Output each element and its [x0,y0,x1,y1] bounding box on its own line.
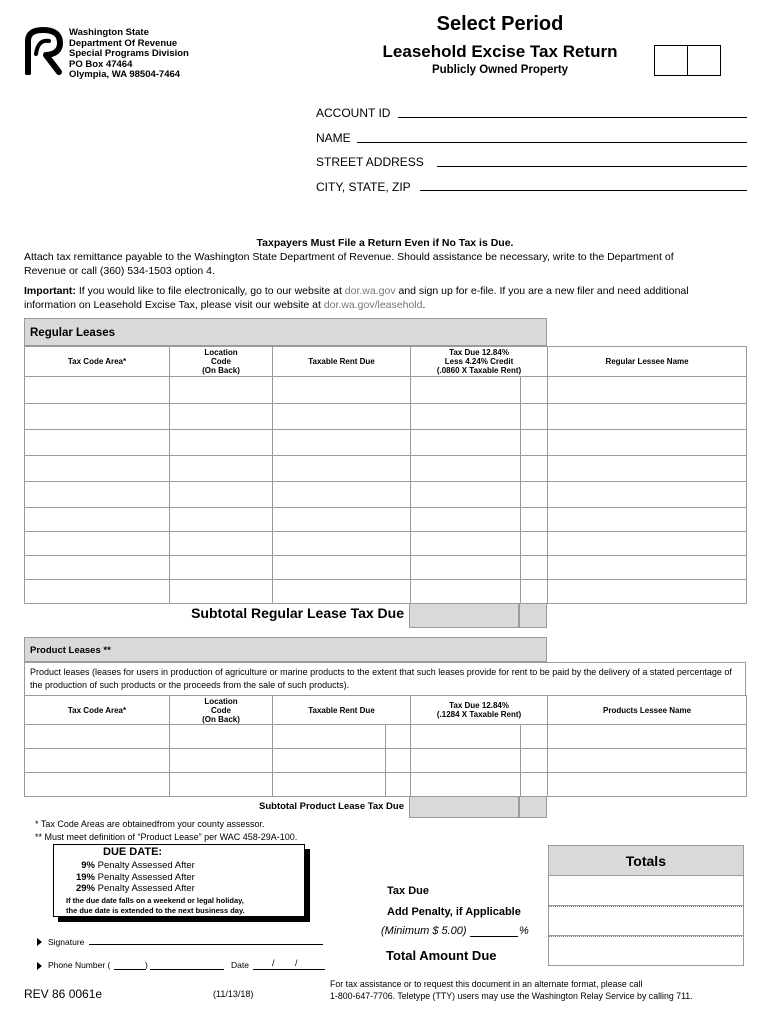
table-cell[interactable] [521,404,548,430]
table-cell[interactable] [548,725,747,749]
col-location-code: Location Code (On Back) [170,347,273,377]
regular-subtotal-field[interactable] [409,603,519,628]
signature-label: Signature [48,937,85,947]
table-cell[interactable] [411,482,521,508]
table-cell[interactable] [170,482,273,508]
table-cell[interactable] [521,482,548,508]
dor-link[interactable]: dor.wa.gov [344,285,396,297]
table-cell[interactable] [386,749,411,773]
table-cell[interactable] [170,556,273,580]
notice-attach [24,251,754,278]
date-separator: / [272,958,275,968]
period-box-1[interactable] [654,45,688,76]
table-cell[interactable] [170,532,273,556]
date-field[interactable] [253,969,325,970]
date-separator: / [295,958,298,968]
table-cell[interactable] [521,725,548,749]
arrow-icon [37,938,42,946]
important-text: and sign up for e-file. If you are a new filer and need additional [395,285,689,297]
penalty-field[interactable] [548,906,744,936]
table-cell[interactable] [273,749,386,773]
tax-due-label: Tax Due [387,885,429,897]
due-date-title: DUE DATE: [103,846,163,858]
table-cell[interactable] [521,456,548,482]
notice-attach-line: Revenue or call (360) 534-1503 option 4. [24,264,215,277]
table-cell[interactable] [273,508,411,532]
agency-line: Washington State [69,27,149,38]
table-cell[interactable] [548,404,747,430]
table-cell[interactable] [25,404,170,430]
area-code-field[interactable] [114,969,146,970]
table-cell[interactable] [548,430,747,456]
table-cell[interactable] [25,508,170,532]
assist-line: 1-800-647-7706. Teletype (TTY) users may use the Washington Relay Service by calling 711. [330,990,693,1001]
table-cell[interactable] [273,482,411,508]
important-text: . [422,298,426,311]
table-row [25,532,747,556]
penalty-pct: 9% [81,860,95,871]
table-cell[interactable] [25,377,170,404]
footnotes [35,818,297,843]
holiday-line: If the due date falls on a weekend or legal holiday, [66,896,244,905]
product-leases-description [24,662,746,695]
table-cell[interactable] [170,377,273,404]
notice-attach-line: Attach tax remittance payable to the Washington State Department of Revenue. Should assistance be necessary, write to the Department of [24,251,674,263]
table-cell[interactable] [25,725,170,749]
table-cell[interactable] [521,377,548,404]
table-cell[interactable] [548,377,747,404]
table-cell[interactable] [273,556,411,580]
total-amount-due-label: Total Amount Due [386,948,497,963]
leasehold-link[interactable]: dor.wa.gov/leasehold [323,298,423,311]
agency-line: Department Of Revenue [69,37,178,49]
table-row [25,377,747,404]
tax-due-field[interactable] [548,876,744,906]
table-cell[interactable] [170,725,273,749]
col-tax-due: Tax Due 12.84% Less 4.24% Credit (.0860 X Taxable Rent) [411,347,548,377]
regular-leases-table [24,346,747,604]
phone-close-paren: ) [145,960,148,970]
notice-heading: Taxpayers Must File a Return Even if No Tax is Due. [256,237,514,249]
table-cell[interactable] [548,482,747,508]
table-cell[interactable] [411,556,521,580]
table-cell[interactable] [25,773,170,797]
table-cell[interactable] [521,556,548,580]
table-cell[interactable] [411,773,521,797]
totals-header [548,845,744,876]
col-taxable-rent: Taxable Rent Due [273,696,411,725]
table-cell[interactable] [273,430,411,456]
penalty-text: Penalty Assessed After [97,860,195,871]
table-row [25,556,747,580]
table-cell[interactable] [548,532,747,556]
table-cell[interactable] [548,508,747,532]
table-row [25,404,747,430]
table-cell[interactable] [386,773,411,797]
penalty-pct: 29% [75,883,95,894]
regular-leases-title: Regular Leases [30,327,116,339]
agency-address [69,28,189,81]
table-cell[interactable] [411,456,521,482]
name-label: NAME [316,131,351,145]
table-cell[interactable] [411,749,521,773]
important-text: information on Leasehold Excise Tax, please visit our website at [24,298,324,311]
table-row [25,725,747,749]
table-cell[interactable] [386,725,411,749]
table-cell[interactable] [25,749,170,773]
product-subtotal-label: Subtotal Product Lease Tax Due [259,801,404,812]
product-leases-table [24,695,747,797]
holiday-note [66,896,245,915]
col-lessee-name: Products Lessee Name [548,696,747,725]
table-cell[interactable] [25,580,170,604]
table-cell[interactable] [273,404,411,430]
table-cell[interactable] [411,404,521,430]
dor-logo [22,27,64,75]
table-row [25,430,747,456]
penalty-lines [68,860,195,895]
table-cell[interactable] [25,456,170,482]
table-cell[interactable] [170,404,273,430]
table-cell[interactable] [25,482,170,508]
table-cell[interactable] [170,430,273,456]
agency-line: Special Programs Division [69,48,189,59]
table-cell[interactable] [411,725,521,749]
table-cell[interactable] [170,773,273,797]
col-tax-due: Tax Due 12.84% (.1284 X Taxable Rent) [411,696,548,725]
col-tax-code-area: Tax Code Area* [25,696,170,725]
table-cell[interactable] [273,580,411,604]
col-lessee-name: Regular Lessee Name [548,347,747,377]
table-cell[interactable] [273,456,411,482]
table-row [25,482,747,508]
agency-line: PO Box 47464 [69,58,133,70]
table-cell[interactable] [521,773,548,797]
notice-important [24,285,754,312]
table-row [25,508,747,532]
table-cell[interactable] [548,749,747,773]
table-cell[interactable] [25,430,170,456]
table-row [25,773,747,797]
table-cell[interactable] [521,508,548,532]
product-subtotal-cents[interactable] [519,796,547,818]
table-cell[interactable] [273,773,386,797]
footnote-tax-code: * Tax Code Areas are obtainedfrom your county assessor. [35,819,265,829]
important-label: Important: [24,285,76,297]
table-cell[interactable] [411,377,521,404]
minimum-penalty-label: (Minimum $ 5.00) [381,925,467,937]
add-penalty-label: Add Penalty, if Applicable [387,906,521,918]
table-cell[interactable] [548,556,747,580]
table-cell[interactable] [411,430,521,456]
footnote-product-lease: ** Must meet definition of “Product Lease” per WAC 458-29A-100. [35,831,298,842]
regular-subtotal-label: Subtotal Regular Lease Tax Due [191,605,404,621]
form-number: REV 86 0061e [24,987,103,1001]
holiday-line: the due date is extended to the next business day. [66,905,245,915]
penalty-percent-field[interactable] [470,936,518,937]
table-row [25,456,747,482]
table-cell[interactable] [548,773,747,797]
table-cell[interactable] [25,532,170,556]
street-address-field[interactable] [437,166,747,167]
table-cell[interactable] [521,749,548,773]
table-cell[interactable] [170,580,273,604]
account-id-label: ACCOUNT ID [316,106,391,120]
signature-field[interactable] [89,944,323,945]
select-period-title: Select Period [436,13,564,35]
table-row [25,580,747,604]
agency-line: Olympia, WA 98504-7464 [69,69,181,80]
assist-line: For tax assistance or to request this document in an alternate format, please call [330,979,643,989]
arrow-icon [37,962,42,970]
table-row [25,749,747,773]
penalty-pct: 19% [75,871,95,883]
product-leases-description-text: Product leases (leases for users in production of agriculture or marine products to the extent that such leases provide for rent to be paid by the delivery of a stated percentage of the production of such products or the proceeds from the sale of such products). [30,667,732,690]
table-cell[interactable] [411,532,521,556]
table-cell[interactable] [411,580,521,604]
penalty-text: Penalty Assessed After [97,871,195,883]
regular-leases-header [24,318,547,346]
date-label: Date [231,960,249,970]
table-cell[interactable] [25,556,170,580]
product-subtotal-field[interactable] [409,796,519,818]
table-cell[interactable] [548,456,747,482]
revision-date: (11/13/18) [213,989,254,999]
table-cell[interactable] [548,580,747,604]
penalty-text: Penalty Assessed After [97,883,195,894]
table-cell[interactable] [521,580,548,604]
table-cell[interactable] [411,508,521,532]
percent-sign: % [519,925,529,937]
form-subtitle: Publicly Owned Property [431,64,569,76]
regular-subtotal-cents[interactable] [519,603,547,628]
phone-number-field[interactable] [150,969,224,970]
period-box-2[interactable] [687,45,721,76]
name-field[interactable] [357,142,747,143]
col-location-code: Location Code (On Back) [170,696,273,725]
due-date-box [53,844,305,917]
phone-label: Phone Number ( [48,960,111,970]
col-tax-code-area: Tax Code Area* [25,347,170,377]
total-due-field[interactable] [548,936,744,966]
table-cell[interactable] [170,508,273,532]
important-text: If you would like to file electronically, go to our website at [75,285,345,297]
tax-assistance-note [330,979,693,1002]
form-title: Leasehold Excise Tax Return [382,42,618,61]
account-id-field[interactable] [398,117,747,118]
table-cell[interactable] [170,456,273,482]
table-cell[interactable] [273,377,411,404]
street-address-label: STREET ADDRESS [316,155,424,169]
city-state-zip-label: CITY, STATE, ZIP [316,180,411,194]
table-cell[interactable] [521,532,548,556]
product-leases-header [24,637,547,662]
city-state-zip-field[interactable] [420,190,747,191]
table-cell[interactable] [273,725,386,749]
table-cell[interactable] [521,430,548,456]
product-leases-title: Product Leases ** [30,645,111,656]
col-taxable-rent: Taxable Rent Due [273,347,411,377]
totals-title: Totals [625,853,666,869]
table-cell[interactable] [273,532,411,556]
table-cell[interactable] [170,749,273,773]
